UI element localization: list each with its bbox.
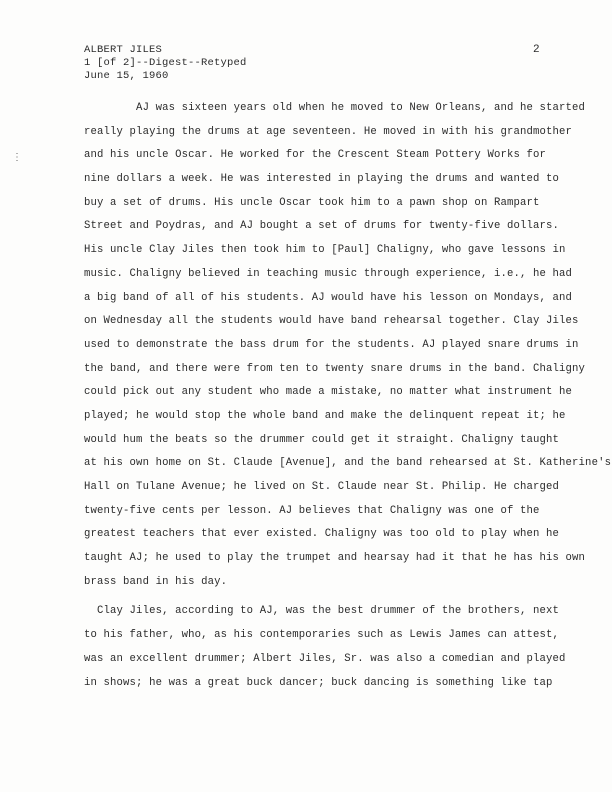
text-line: Street and Poydras, and AJ bought a set of drums for twenty-five dollars. xyxy=(84,220,560,233)
text-line: on Wednesday all the students would have band rehearsal together. Clay Jiles xyxy=(84,315,579,328)
document-header xyxy=(84,44,247,83)
text-line: to his father, who, as his contemporaries such as Lewis James can attest, xyxy=(84,629,560,642)
stray-mark: ⋮ xyxy=(12,153,22,164)
text-line: Clay Jiles, according to AJ, was the best drummer of the brothers, next xyxy=(84,605,560,618)
text-line: Hall on Tulane Avenue; he lived on St. Claude near St. Philip. He charged xyxy=(84,481,560,493)
text-line: taught AJ; he used to play the trumpet and hearsay had it that he has his own xyxy=(84,552,586,565)
text-line: in shows; he was a great buck dancer; buck dancing is something like tap xyxy=(84,676,553,689)
text-line: would hum the beats so the drummer could get it straight. Chaligny taught xyxy=(84,433,560,446)
text-line: used to demonstrate the bass drum for the students. AJ played snare drums in xyxy=(84,338,579,351)
body-text xyxy=(84,97,612,695)
text-line: brass band in his day. xyxy=(84,575,228,588)
text-line: twenty-five cents per lesson. AJ believes that Chaligny was one of the xyxy=(84,504,540,517)
text-line: and his uncle Oscar. He worked for the Crescent Steam Pottery Works for xyxy=(84,149,547,162)
interview-date: June 15, 1960 xyxy=(84,70,169,82)
text-line: was an excellent drummer; Albert Jiles, Sr. was also a comedian and played xyxy=(84,652,566,665)
text-line: His uncle Clay Jiles then took him to [Paul] Chaligny, who gave lessons in xyxy=(84,244,566,257)
text-line: really playing the drums at age seventeen. He moved in with his grandmother xyxy=(84,125,573,138)
interviewee-name: ALBERT JILES xyxy=(84,44,163,56)
text-line: AJ was sixteen years old when he moved to New Orleans, and he started xyxy=(84,102,586,114)
text-line: buy a set of drums. His uncle Oscar took him to a pawn shop on Rampart xyxy=(84,196,540,209)
text-line: nine dollars a week. He was interested in playing the drums and wanted to xyxy=(84,173,560,186)
text-line: at his own home on St. Claude [Avenue], and the band rehearsed at St. Katherine's xyxy=(84,457,612,470)
text-line: played; he would stop the whole band and make the delinquent repeat it; he xyxy=(84,409,566,422)
text-line: a big band of all of his students. AJ would have his lesson on Mondays, and xyxy=(84,291,573,304)
text-line: greatest teachers that ever existed. Chaligny was too old to play when he xyxy=(84,528,560,541)
reel-label: 1 [of 2]--Digest--Retyped xyxy=(84,57,247,69)
text-line: could pick out any student who made a mistake, no matter what instrument he xyxy=(84,386,573,399)
page-number: 2 xyxy=(533,44,540,56)
text-line: music. Chaligny believed in teaching music through experience, i.e., he had xyxy=(84,267,573,280)
text-line: the band, and there were from ten to twenty snare drums in the band. Chaligny xyxy=(84,362,586,375)
